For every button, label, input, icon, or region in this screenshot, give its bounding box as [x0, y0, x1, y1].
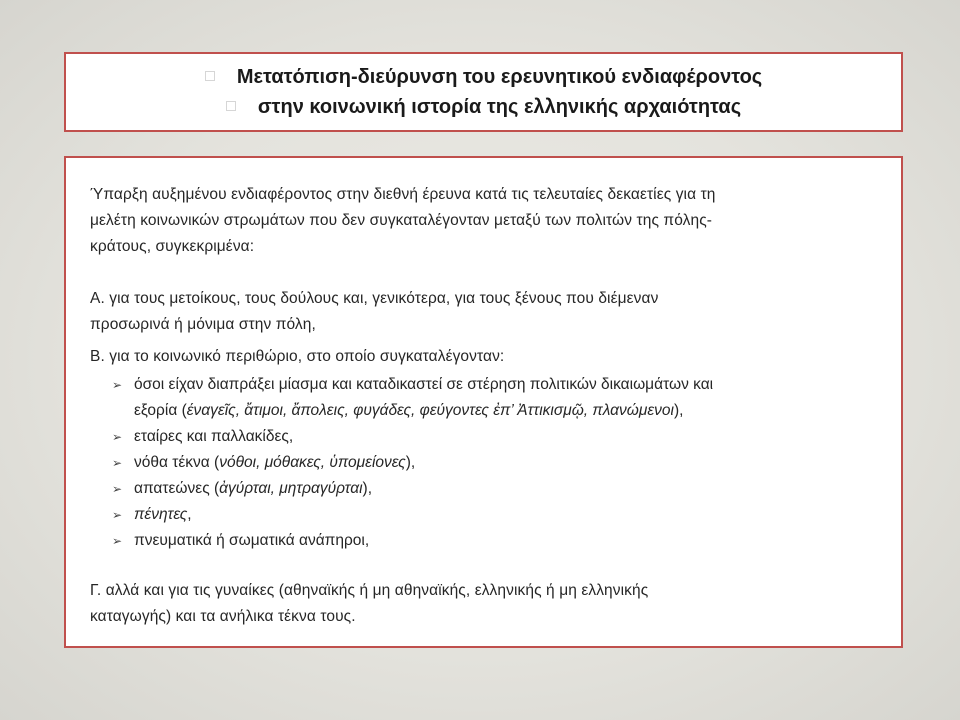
section-b-heading: Β. για το κοινωνικό περιθώριο, στο οποίο συγκαταλέγονταν: [90, 348, 505, 365]
list-text-italic: ἀγύρται, μητραγύρται [219, 480, 363, 497]
intro-paragraph [90, 182, 716, 260]
list-item-line [134, 398, 713, 424]
list-text-italic: έναγεῖς, ἄτιμοι, ἄπολεις, φυγάδες, φεύγοντες ἐπ’ Ἀττικισμῷ, πλανώμενοι [186, 402, 674, 419]
content-box [64, 156, 903, 648]
list-text: ), [673, 402, 684, 419]
arrow-bullet-icon: ➢ [112, 482, 123, 496]
arrow-bullet-icon: ➢ [112, 534, 123, 548]
arrow-bullet-icon: ➢ [112, 508, 123, 522]
section-g-line: Γ. αλλά και για τις γυναίκες (αθηναϊκής ή μη αθηναϊκής, ελληνικής ή μη ελληνικής [90, 582, 649, 599]
list-item [112, 502, 713, 528]
title-line-1 [66, 66, 901, 89]
list-item [112, 372, 713, 424]
list-text-italic: πένητες [134, 506, 188, 523]
list-text: απατεώνες ( [134, 480, 220, 497]
intro-line: μελέτη κοινωνικών στρωμάτων που δεν συγκαταλέγονταν μεταξύ των πολιτών της πόλης- [90, 212, 713, 229]
list-text: εταίρες και παλλακίδες, [134, 428, 294, 445]
title-text-1: Μετατόπιση-διεύρυνση του ερευνητικού ενδιαφέροντος [236, 66, 763, 88]
list-text: νόθα τέκνα ( [134, 454, 220, 471]
list-item [112, 450, 713, 476]
marginal-groups-list [112, 372, 713, 554]
list-item [112, 476, 713, 502]
list-text: εξορία ( [134, 402, 187, 419]
section-a-line: προσωρινά ή μόνιμα στην πόλη, [90, 316, 316, 333]
arrow-bullet-icon: ➢ [112, 456, 123, 470]
section-a [90, 286, 658, 338]
list-item-line: όσοι είχαν διαπράξει μίασμα και καταδικαστεί σε στέρηση πολιτικών δικαιωμάτων και [134, 376, 714, 393]
title-box [64, 52, 903, 132]
section-g-line: καταγωγής) και τα ανήλικα τέκνα τους. [90, 608, 356, 625]
arrow-bullet-icon: ➢ [112, 378, 123, 392]
arrow-bullet-icon: ➢ [112, 430, 123, 444]
square-bullet-icon [226, 101, 236, 111]
list-text: , [187, 506, 192, 523]
list-text: πνευματικά ή σωματικά ανάπηροι, [134, 532, 370, 549]
section-g [90, 578, 648, 630]
list-item [112, 528, 713, 554]
intro-line: κράτους, συγκεκριμένα: [90, 238, 255, 255]
list-text: ), [362, 480, 373, 497]
list-text-italic: νόθοι, μόθακες, ὑπομείονες [219, 454, 406, 471]
title-text-2: στην κοινωνική ιστορία της ελληνικής αρχαιότητας [257, 96, 742, 118]
square-bullet-icon [205, 71, 215, 81]
title-line-2 [66, 96, 901, 119]
intro-line: Ύπαρξη αυξημένου ενδιαφέροντος στην διεθνή έρευνα κατά τις τελευταίες δεκαετίες για τη [90, 186, 716, 203]
list-item [112, 424, 713, 450]
section-a-line: Α. για τους μετοίκους, τους δούλους και, γενικότερα, για τους ξένους που διέμεναν [90, 290, 659, 307]
list-text: ), [405, 454, 416, 471]
